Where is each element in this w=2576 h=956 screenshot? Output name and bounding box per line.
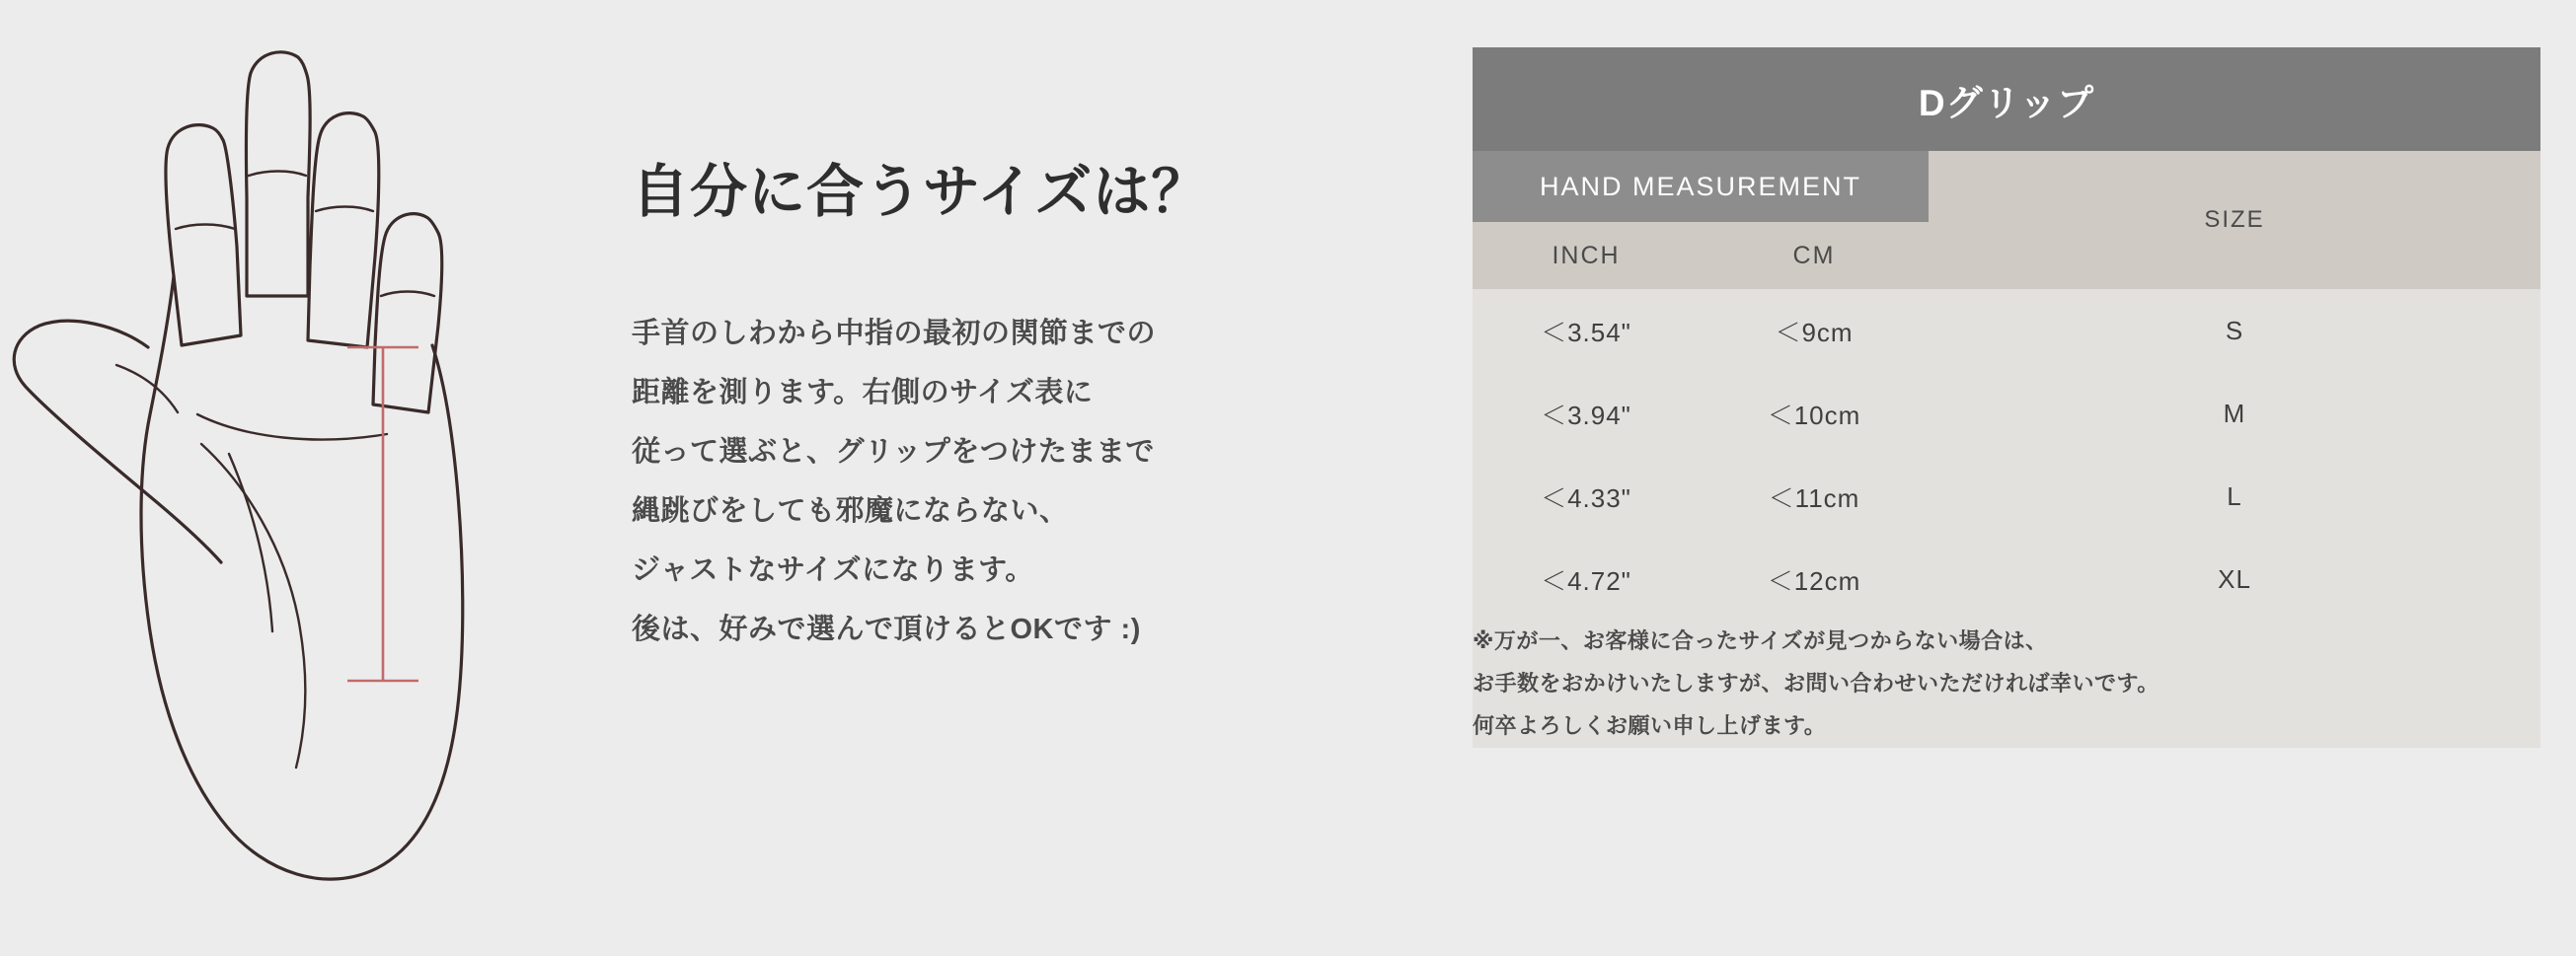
size-table [1473,47,2540,748]
table-title-row [1473,47,2540,151]
inch-value: ＜4.33" [1473,455,1700,538]
size-value: XL [1929,538,2540,621]
cm-value: ＜9cm [1700,289,1929,372]
instruction-line: 後は、好みで選んで頂けるとOKです :) [632,613,1141,645]
hand-measurement-header: HAND MEASUREMENT [1473,151,1929,222]
inch-value: ＜3.94" [1473,372,1700,455]
table-row [1473,289,2540,372]
page-title: 自分に合うサイズは？ [632,160,1210,224]
inch-value: ＜4.72" [1473,538,1700,621]
instruction-line: 従って選ぶと、グリップをつけたままで [632,435,1155,468]
note-line: ※万が一、お客様に合ったサイズが見つからない場合は、 [1473,628,2048,653]
cm-value: ＜11cm [1700,455,1929,538]
instruction-line: 距離を測ります。右側のサイズ表に [632,376,1094,408]
instruction-block [632,158,1441,659]
note-line: 何卒よろしくお願い申し上げます。 [1473,712,1827,738]
measurement-line [347,347,418,681]
instruction-text [632,304,1441,659]
table-note [1473,621,2540,748]
instruction-line: ジャストなサイズになります。 [632,553,1034,586]
size-value: S [1929,289,2540,372]
table-group-header-row [1473,151,2540,222]
table-row [1473,455,2540,538]
instruction-line: 縄跳びをしても邪魔にならない、 [632,494,1069,527]
size-table-container [1473,47,2540,748]
table-row [1473,372,2540,455]
cm-header: CM [1700,222,1929,289]
table-title: Dグリップ [1473,47,2540,151]
hand-illustration [0,0,592,951]
hand-outline-icon [0,0,592,951]
note-line: お手数をおかけいたしますが、お問い合わせいただければ幸いです。 [1473,670,2159,696]
cm-value: ＜12cm [1700,538,1929,621]
instruction-line: 手首のしわから中指の最初の関節までの [632,317,1157,349]
inch-header: INCH [1473,222,1700,289]
size-value: M [1929,372,2540,455]
size-header: SIZE [1929,151,2540,289]
table-row [1473,538,2540,621]
cm-value: ＜10cm [1700,372,1929,455]
inch-value: ＜3.54" [1473,289,1700,372]
table-note-row [1473,621,2540,748]
size-value: L [1929,455,2540,538]
